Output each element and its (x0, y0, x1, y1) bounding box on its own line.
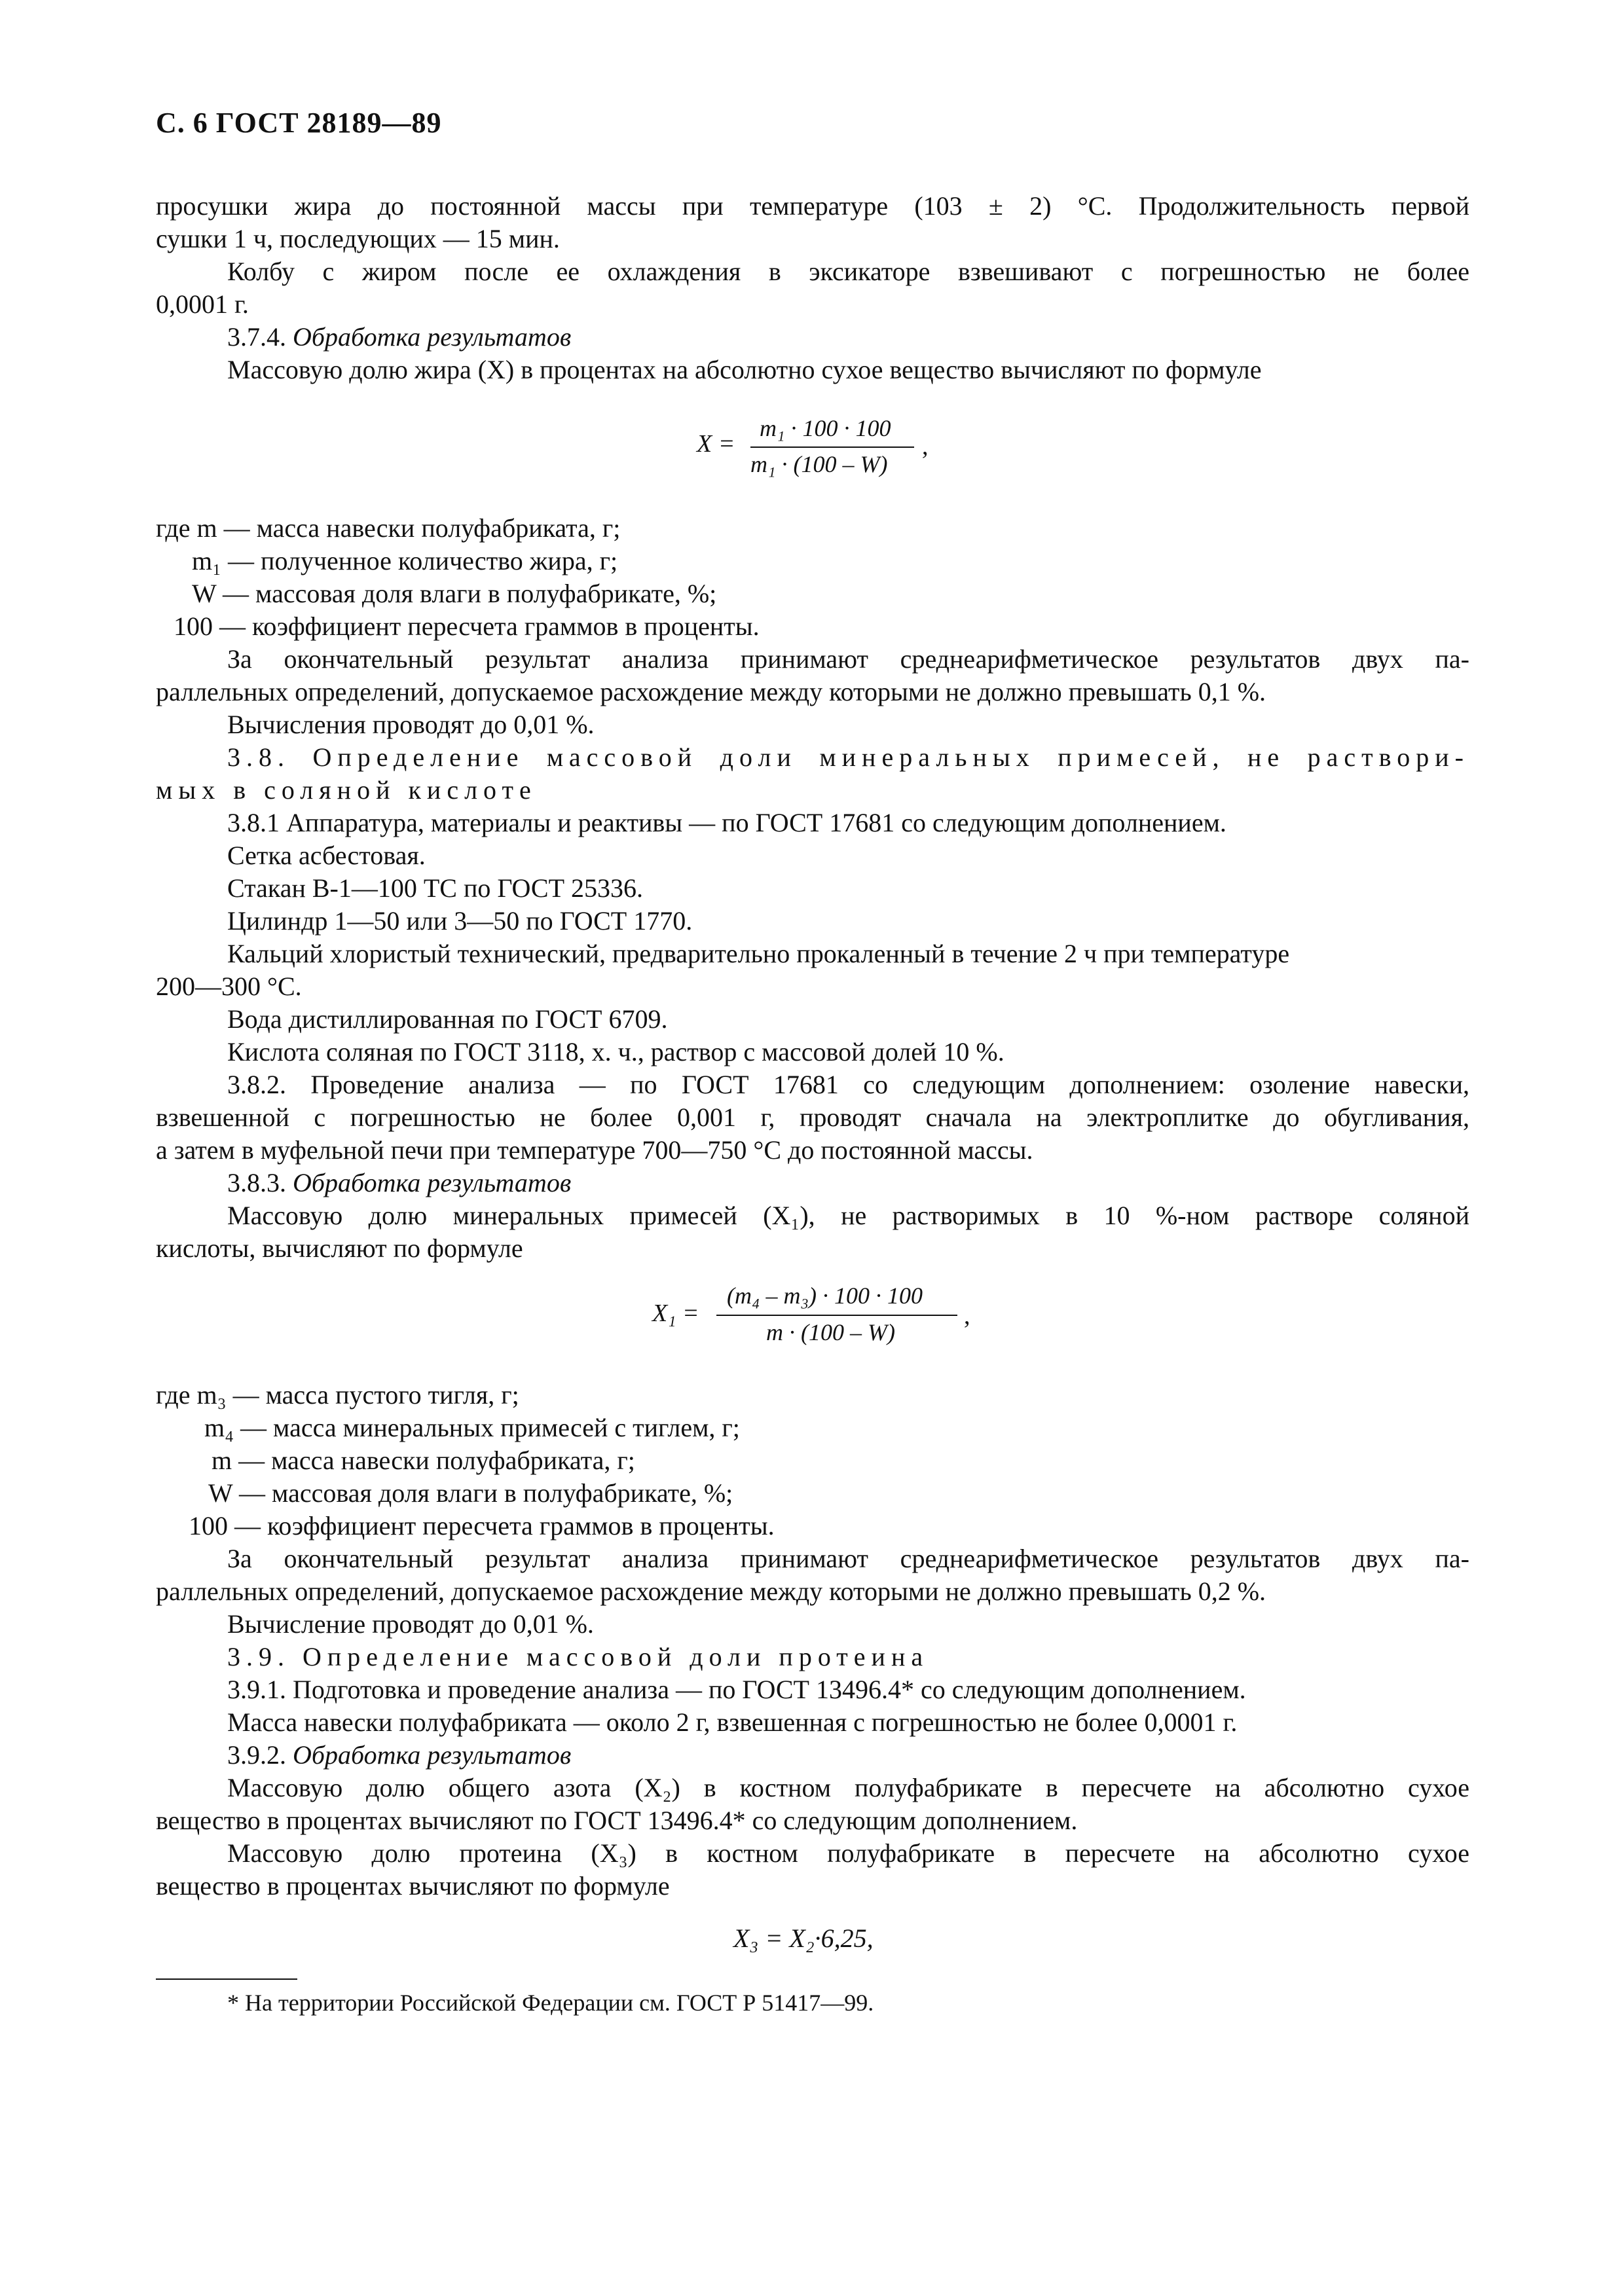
footnote: * На территории Российской Федерации см. ГОСТ Р 51417—99. (227, 1990, 874, 2016)
text-line: раллельных определений, допускаемое расхождение между которыми не должно превышать 0,1 %. (156, 677, 1266, 706)
formula-lhs: X = (697, 430, 735, 458)
text-line: Стакан В-1—100 ТС по ГОСТ 25336. (227, 873, 643, 903)
section-heading: 3.8. Определение массовой доли минеральных примесей, не раствори- (227, 742, 1469, 772)
footnote-rule (156, 1978, 297, 1980)
text-line: кислоты, вычисляют по формуле (156, 1233, 523, 1263)
formula-numerator: m₁ · 100 · 100 (760, 415, 891, 441)
page-header: С. 6 ГОСТ 28189—89 (156, 107, 442, 139)
legend-line: 100 — коэффициент пересчета граммов в проценты. (174, 611, 760, 641)
formula-denominator: m₁ · (100 – W) (750, 451, 888, 477)
legend-line: где m — масса навески полуфабриката, г; (156, 513, 621, 543)
text-line: раллельных определений, допускаемое расхождение между которыми не должно превышать 0,2 %. (156, 1576, 1266, 1606)
subsection-title: Обработка результатов (293, 322, 572, 352)
text-line: 200—300 °С. (156, 972, 302, 1001)
text-line: Вычисление проводят до 0,01 %. (227, 1609, 594, 1639)
fraction-bar (716, 1315, 957, 1316)
text-line: сушки 1 ч, последующих — 15 мин. (156, 224, 560, 253)
text-line: вещество в процентах вычисляют по ГОСТ 13496.4* со следующим дополнением. (156, 1806, 1078, 1835)
subsection-heading (227, 321, 571, 354)
subsection-title: Обработка результатов (293, 1740, 572, 1770)
formula-denominator: m · (100 – W) (766, 1319, 895, 1345)
text-line: вещество в процентах вычисляют по формуле (156, 1871, 670, 1901)
section-heading: 3.9. Определение массовой доли протеина (227, 1642, 929, 1671)
legend-line: где m₃ — масса пустого тигля, г; (156, 1380, 519, 1410)
formula-lhs: X₁ = (652, 1300, 699, 1327)
legend-line: 100 — коэффициент пересчета граммов в проценты. (189, 1511, 775, 1540)
text-line: Массовую долю минеральных примесей (X₁), не растворимых в 10 %-ном растворе соляной (227, 1201, 1469, 1230)
formula-numerator: (m₄ – m₃) · 100 · 100 (727, 1283, 923, 1309)
text-line: Массовую долю протеина (X₃) в костном полуфабрикате в пересчете на абсолютно сухое (227, 1838, 1469, 1868)
formula-protein: X₃ = X₂·6,25, (733, 1923, 874, 1953)
formula-comma: , (922, 433, 929, 460)
text-line: Массовую долю жира (X) в процентах на абсолютно сухое вещество вычисляют по формуле (227, 355, 1262, 384)
text-line: Вода дистиллированная по ГОСТ 6709. (227, 1004, 668, 1034)
text-line: Вычисления проводят до 0,01 %. (227, 710, 595, 739)
text-line: Цилиндр 1—50 или 3—50 по ГОСТ 1770. (227, 906, 693, 936)
text-line: 3.8.2. Проведение анализа — по ГОСТ 17681 со следующим дополнением: озоление навески, (227, 1070, 1469, 1099)
section-heading: мых в соляной кислоте (156, 775, 537, 805)
text-line: За окончательный результат анализа принимают среднеарифметическое результатов двух па- (227, 1544, 1469, 1573)
legend-line: m — масса навески полуфабриката, г; (212, 1446, 635, 1475)
subsection-number: 3.9.2. (227, 1740, 286, 1770)
subsection-heading (227, 1167, 571, 1199)
legend-line: W — массовая доля влаги в полуфабрикате, %; (192, 579, 717, 608)
text-line: 0,0001 г. (156, 289, 249, 319)
text-line: просушки жира до постоянной массы при температуре (103 ± 2) °С. Продолжительность первой (156, 191, 1469, 221)
formula-comma: , (964, 1302, 970, 1330)
text-line: 3.8.1 Аппаратура, материалы и реактивы — по ГОСТ 17681 со следующим дополнением. (227, 808, 1226, 837)
legend-line: m₁ — полученное количество жира, г; (192, 546, 618, 575)
text-line: 3.9.1. Подготовка и проведение анализа — по ГОСТ 13496.4* со следующим дополнением. (227, 1675, 1246, 1704)
subsection-heading (227, 1739, 571, 1772)
text-line: Кислота соляная по ГОСТ 3118, х. ч., раствор с массовой долей 10 %. (227, 1037, 1005, 1066)
legend-line: m₄ — масса минеральных примесей с тиглем, г; (204, 1413, 740, 1442)
legend-line: W — массовая доля влаги в полуфабрикате, %; (208, 1478, 733, 1508)
subsection-number: 3.7.4. (227, 322, 286, 352)
text-line: Масса навески полуфабриката — около 2 г, взвешенная с погрешностью не более 0,0001 г. (227, 1707, 1238, 1737)
text-line: Колбу с жиром после ее охлаждения в эксикаторе взвешивают с погрешностью не более (227, 257, 1469, 286)
text-line: За окончательный результат анализа принимают среднеарифметическое результатов двух па- (227, 644, 1469, 674)
fraction-bar (750, 446, 914, 448)
text-line: а затем в муфельной печи при температуре 700—750 °С до постоянной массы. (156, 1135, 1033, 1165)
text-line: взвешенной с погрешностью не более 0,001 г, проводят сначала на электроплитке до обугливания, (156, 1102, 1469, 1132)
text-line: Массовую долю общего азота (X₂) в костном полуфабрикате в пересчете на абсолютно сухое (227, 1773, 1469, 1802)
text-line: Сетка асбестовая. (227, 841, 426, 870)
text-line: Кальций хлористый технический, предварительно прокаленный в течение 2 ч при температуре (227, 939, 1290, 968)
subsection-title: Обработка результатов (293, 1168, 572, 1197)
subsection-number: 3.8.3. (227, 1168, 286, 1197)
